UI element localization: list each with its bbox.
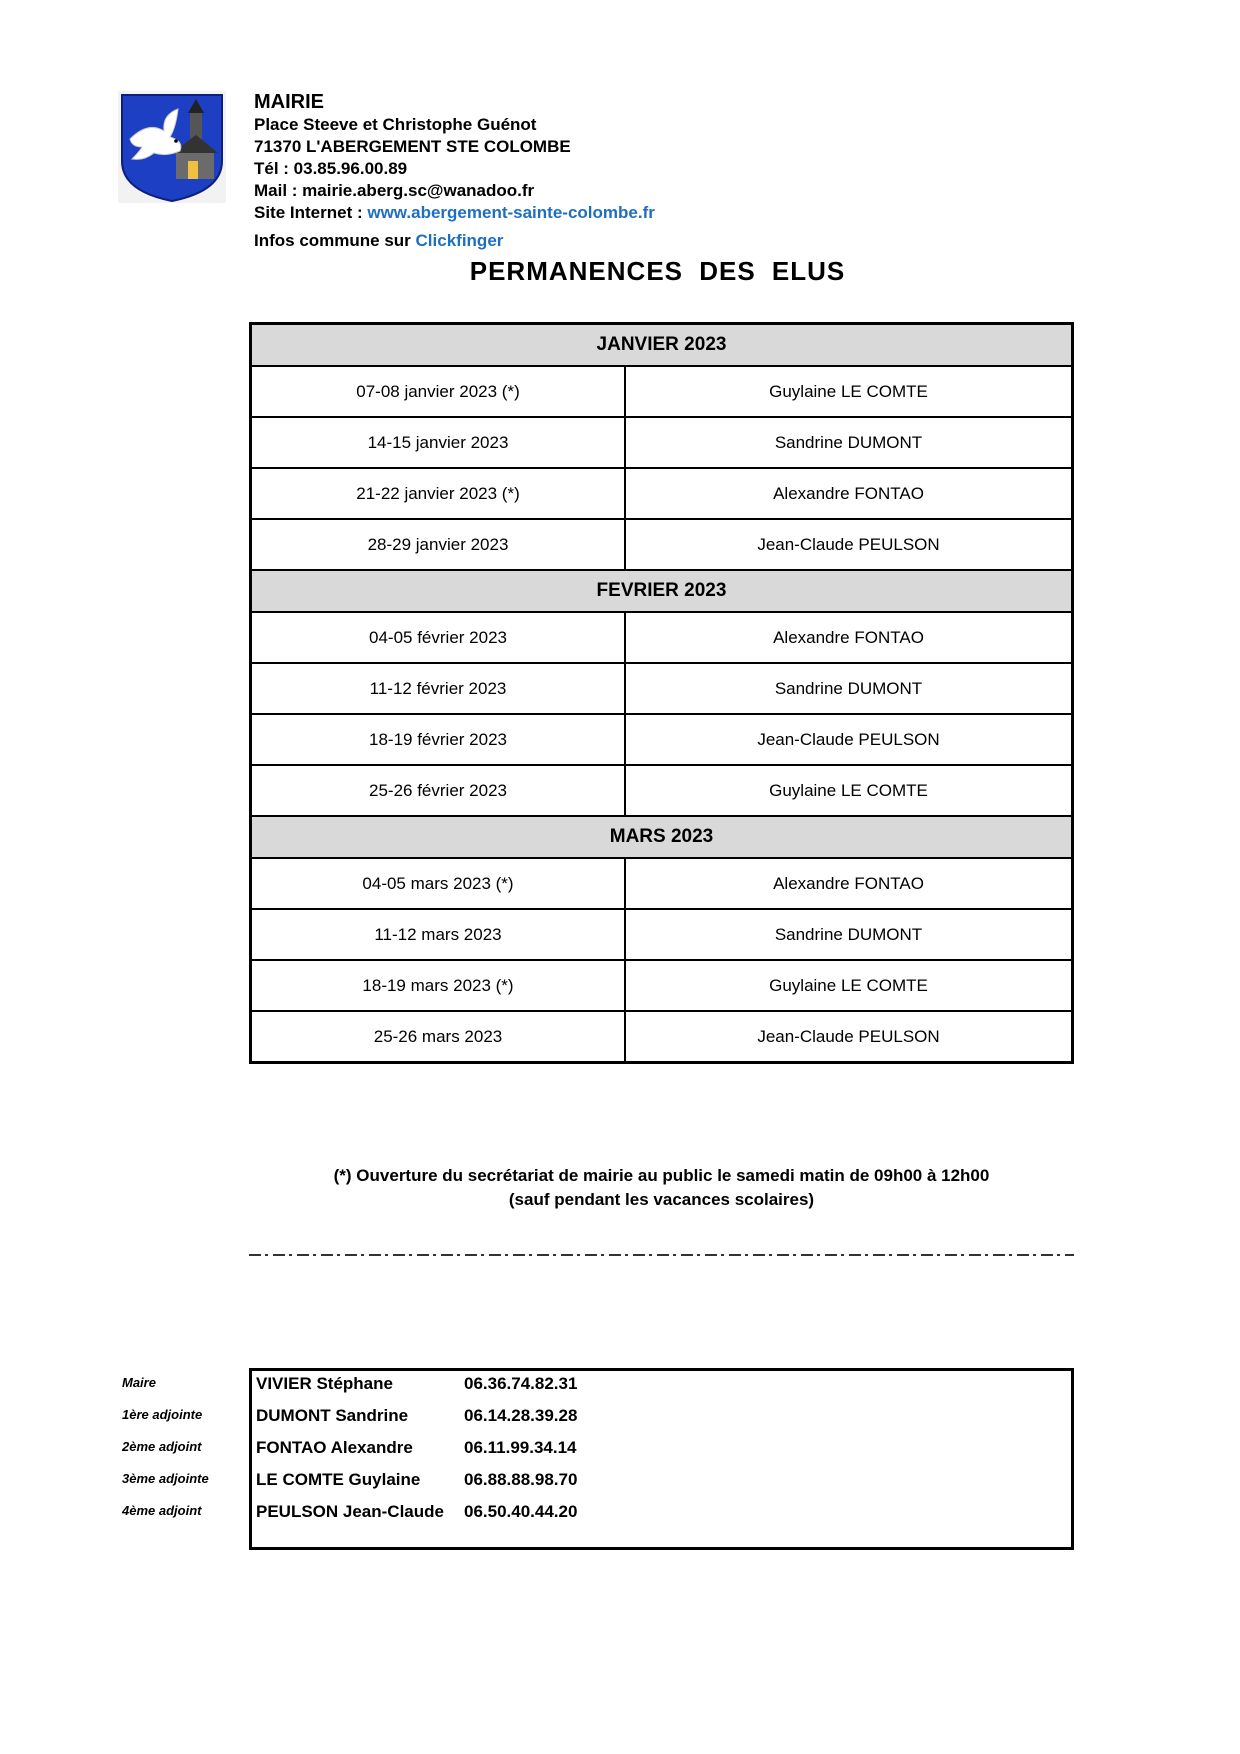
permanence-date: 11-12 février 2023 <box>251 663 626 714</box>
permanence-date: 25-26 février 2023 <box>251 765 626 816</box>
permanence-date: 04-05 mars 2023 (*) <box>251 858 626 909</box>
table-row <box>251 960 1073 1011</box>
table-row <box>251 909 1073 960</box>
elected-official: Sandrine DUMONT <box>625 909 1073 960</box>
website-label: Site Internet : <box>254 203 368 222</box>
elected-official: Sandrine DUMONT <box>625 417 1073 468</box>
elected-official: Guylaine LE COMTE <box>625 765 1073 816</box>
contact-phone: 06.11.99.34.14 <box>464 1438 577 1457</box>
contact-name: PEULSON Jean-Claude <box>256 1502 444 1521</box>
permanence-date: 11-12 mars 2023 <box>251 909 626 960</box>
permanence-date: 07-08 janvier 2023 (*) <box>251 366 626 417</box>
phone-number: Tél : 03.85.96.00.89 <box>254 159 408 178</box>
address-line-1: Place Steeve et Christophe Guénot <box>254 115 537 134</box>
contact-phone: 06.36.74.82.31 <box>464 1374 578 1393</box>
month-header-row <box>251 324 1073 367</box>
elected-official: Jean-Claude PEULSON <box>625 1011 1073 1063</box>
table-row <box>251 366 1073 417</box>
contact-row <box>252 1435 1071 1467</box>
dashed-separator <box>249 1254 1074 1256</box>
permanence-date: 25-26 mars 2023 <box>251 1011 626 1063</box>
footnote-line-2: (sauf pendant les vacances scolaires) <box>508 1190 815 1209</box>
contact-row <box>252 1371 1071 1403</box>
roles-column <box>122 1373 209 1533</box>
permanence-date: 18-19 mars 2023 (*) <box>251 960 626 1011</box>
contact-phone: 06.14.28.39.28 <box>464 1406 578 1425</box>
website-link[interactable]: www.abergement-sainte-colombe.fr <box>367 203 655 222</box>
contact-phone: 06.50.40.44.20 <box>464 1502 578 1521</box>
table-row <box>251 519 1073 570</box>
contact-phone: 06.88.88.98.70 <box>464 1470 578 1489</box>
contact-name: VIVIER Stéphane <box>256 1374 393 1393</box>
table-row <box>251 1011 1073 1063</box>
contact-row <box>252 1403 1071 1435</box>
coat-of-arms-logo <box>118 91 226 203</box>
elected-official: Guylaine LE COMTE <box>625 960 1073 1011</box>
month-header-row <box>251 816 1073 858</box>
contacts-box <box>249 1368 1074 1550</box>
contact-name: DUMONT Sandrine <box>256 1406 409 1425</box>
elected-official: Sandrine DUMONT <box>625 663 1073 714</box>
elected-official: Alexandre FONTAO <box>625 468 1073 519</box>
month-header: JANVIER 2023 <box>251 324 1073 367</box>
elected-official: Alexandre FONTAO <box>625 858 1073 909</box>
address-line-2: 71370 L'ABERGEMENT STE COLOMBE <box>254 137 571 156</box>
month-header-row <box>251 570 1073 612</box>
permanence-date: 21-22 janvier 2023 (*) <box>251 468 626 519</box>
contact-row <box>252 1467 1071 1499</box>
role-label: Maire <box>122 1375 156 1390</box>
contact-name: FONTAO Alexandre <box>256 1438 413 1457</box>
permanence-date: 14-15 janvier 2023 <box>251 417 626 468</box>
footnote-line-1: (*) Ouverture du secrétariat de mairie au public le samedi matin de 09h00 à 12h00 <box>333 1166 990 1185</box>
town-hall-name: MAIRIE <box>254 91 324 113</box>
role-label: 2ème adjoint <box>122 1439 202 1454</box>
role-label: 3ème adjointe <box>122 1471 209 1486</box>
infos-row <box>254 230 655 252</box>
month-header: FEVRIER 2023 <box>251 570 1073 612</box>
elected-official: Jean-Claude PEULSON <box>625 714 1073 765</box>
town-hall-header <box>254 90 655 252</box>
contact-row <box>252 1499 1071 1531</box>
table-row <box>251 663 1073 714</box>
email-address: Mail : mairie.aberg.sc@wanadoo.fr <box>254 181 535 200</box>
table-row <box>251 765 1073 816</box>
table-row <box>251 612 1073 663</box>
page-title: PERMANENCES DES ELUS <box>469 256 846 286</box>
clickfinger-link[interactable]: Clickfinger <box>415 231 504 250</box>
coat-of-arms-dove-church-icon <box>118 91 226 203</box>
role-label: 4ème adjoint <box>122 1503 202 1518</box>
website-row <box>254 202 655 224</box>
month-header: MARS 2023 <box>251 816 1073 858</box>
permanence-date: 04-05 février 2023 <box>251 612 626 663</box>
infos-label: Infos commune sur <box>254 231 416 250</box>
table-row <box>251 468 1073 519</box>
permanence-date: 18-19 février 2023 <box>251 714 626 765</box>
contact-name: LE COMTE Guylaine <box>256 1470 421 1489</box>
elected-official: Jean-Claude PEULSON <box>625 519 1073 570</box>
footnote <box>249 1164 1074 1212</box>
elected-official: Alexandre FONTAO <box>625 612 1073 663</box>
role-label: 1ère adjointe <box>122 1407 203 1422</box>
table-row <box>251 714 1073 765</box>
elected-official: Guylaine LE COMTE <box>625 366 1073 417</box>
table-row <box>251 858 1073 909</box>
table-row <box>251 417 1073 468</box>
permanence-date: 28-29 janvier 2023 <box>251 519 626 570</box>
schedule-table <box>249 322 1074 1064</box>
